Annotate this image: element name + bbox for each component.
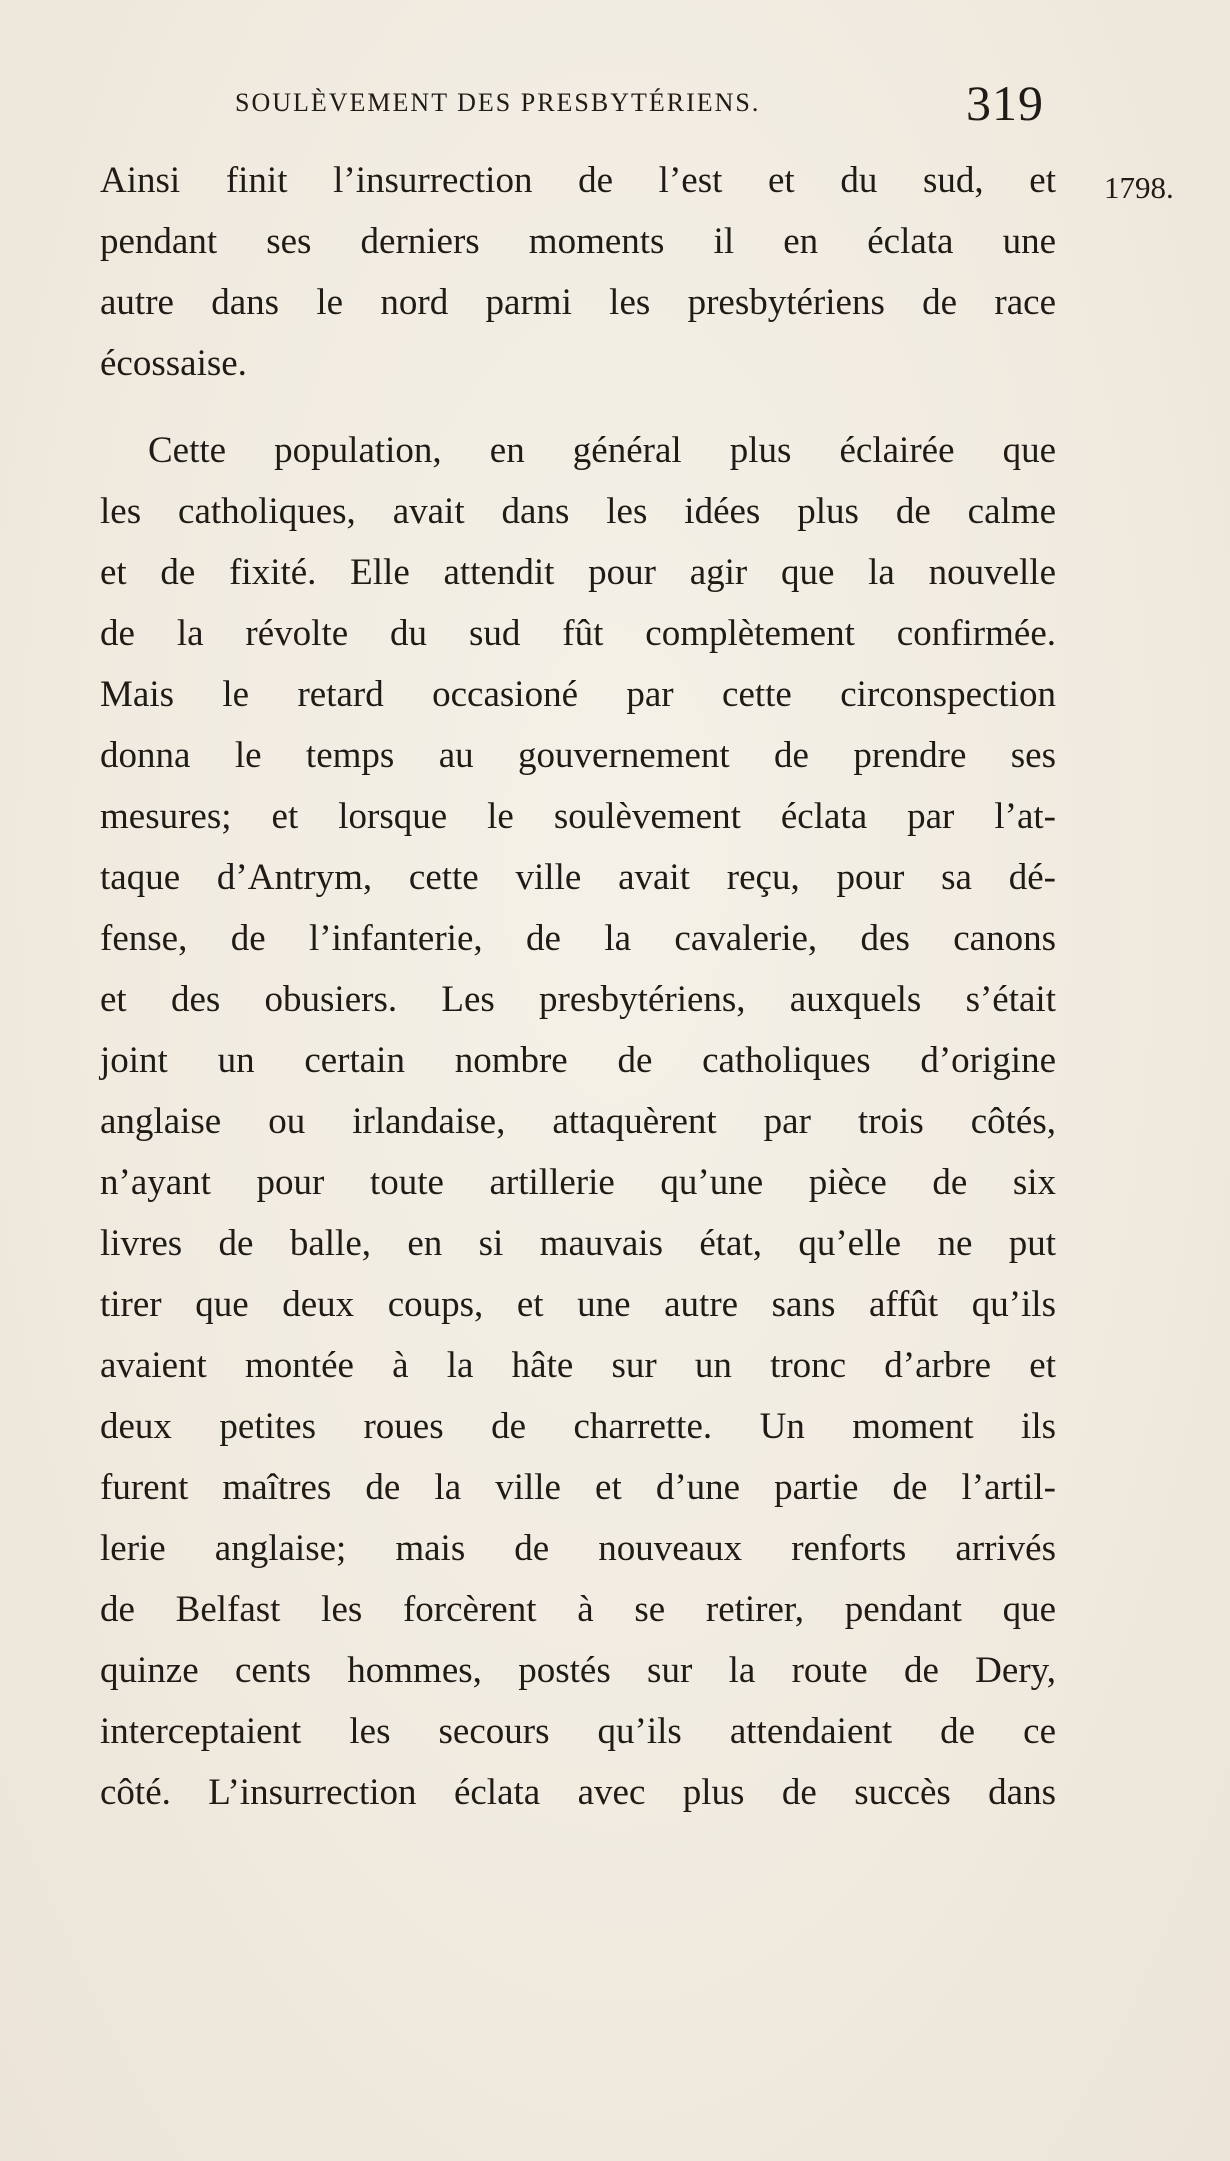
text-line: côté. L’insurrection éclata avec plus de succès dans xyxy=(100,1772,1056,1813)
text-line: mesures; et lorsque le soulèvement éclata par l’at- xyxy=(100,796,1056,837)
text-line: avaient montée à la hâte sur un tronc d’arbre et xyxy=(100,1345,1056,1386)
text-line: deux petites roues de charrette. Un moment ils xyxy=(100,1406,1056,1447)
text-line: interceptaient les secours qu’ils attendaient de ce xyxy=(100,1711,1056,1752)
paragraph-2 xyxy=(100,420,1056,1823)
text-line: pendant ses derniers moments il en éclata une xyxy=(100,221,1056,262)
paragraph-gap xyxy=(100,394,1056,420)
paragraph-1 xyxy=(100,150,1056,394)
text-line: de Belfast les forcèrent à se retirer, pendant que xyxy=(100,1589,1056,1630)
text-line: autre dans le nord parmi les presbytériens de race xyxy=(100,282,1056,323)
text-line: Ainsi finit l’insurrection de l’est et du sud, et xyxy=(100,160,1056,201)
text-line: donna le temps au gouvernement de prendre ses xyxy=(100,735,1056,776)
page-number: 319 xyxy=(966,75,1044,131)
text-line: et des obusiers. Les presbytériens, auxquels s’était xyxy=(100,979,1056,1020)
text-line: furent maîtres de la ville et d’une partie de l’artil- xyxy=(100,1467,1056,1508)
text-line: de la révolte du sud fût complètement confirmée. xyxy=(100,613,1056,654)
text-line: lerie anglaise; mais de nouveaux renforts arrivés xyxy=(100,1528,1056,1569)
text-line: anglaise ou irlandaise, attaquèrent par trois côtés, xyxy=(100,1101,1056,1142)
text-line: Mais le retard occasioné par cette circonspection xyxy=(100,674,1056,715)
text-line: n’ayant pour toute artillerie qu’une pièce de six xyxy=(100,1162,1056,1203)
text-line: Cette population, en général plus éclairée que xyxy=(148,430,1056,471)
margin-date-note: 1798. xyxy=(1104,170,1174,205)
text-line: fense, de l’infanterie, de la cavalerie, des canons xyxy=(100,918,1056,959)
text-line: écossaise. xyxy=(100,343,247,384)
text-line: et de fixité. Elle attendit pour agir que la nouvelle xyxy=(100,552,1056,593)
text-line: quinze cents hommes, postés sur la route de Dery, xyxy=(100,1650,1056,1691)
running-head: SOULÈVEMENT DES PRESBYTÉRIENS. xyxy=(235,88,761,117)
text-line: joint un certain nombre de catholiques d’origine xyxy=(100,1040,1056,1081)
text-line: taque d’Antrym, cette ville avait reçu, pour sa dé- xyxy=(100,857,1056,898)
text-line: livres de balle, en si mauvais état, qu’elle ne put xyxy=(100,1223,1056,1264)
text-line: les catholiques, avait dans les idées plus de calme xyxy=(100,491,1056,532)
text-line: tirer que deux coups, et une autre sans affût qu’ils xyxy=(100,1284,1056,1325)
body-text xyxy=(100,150,1056,1823)
